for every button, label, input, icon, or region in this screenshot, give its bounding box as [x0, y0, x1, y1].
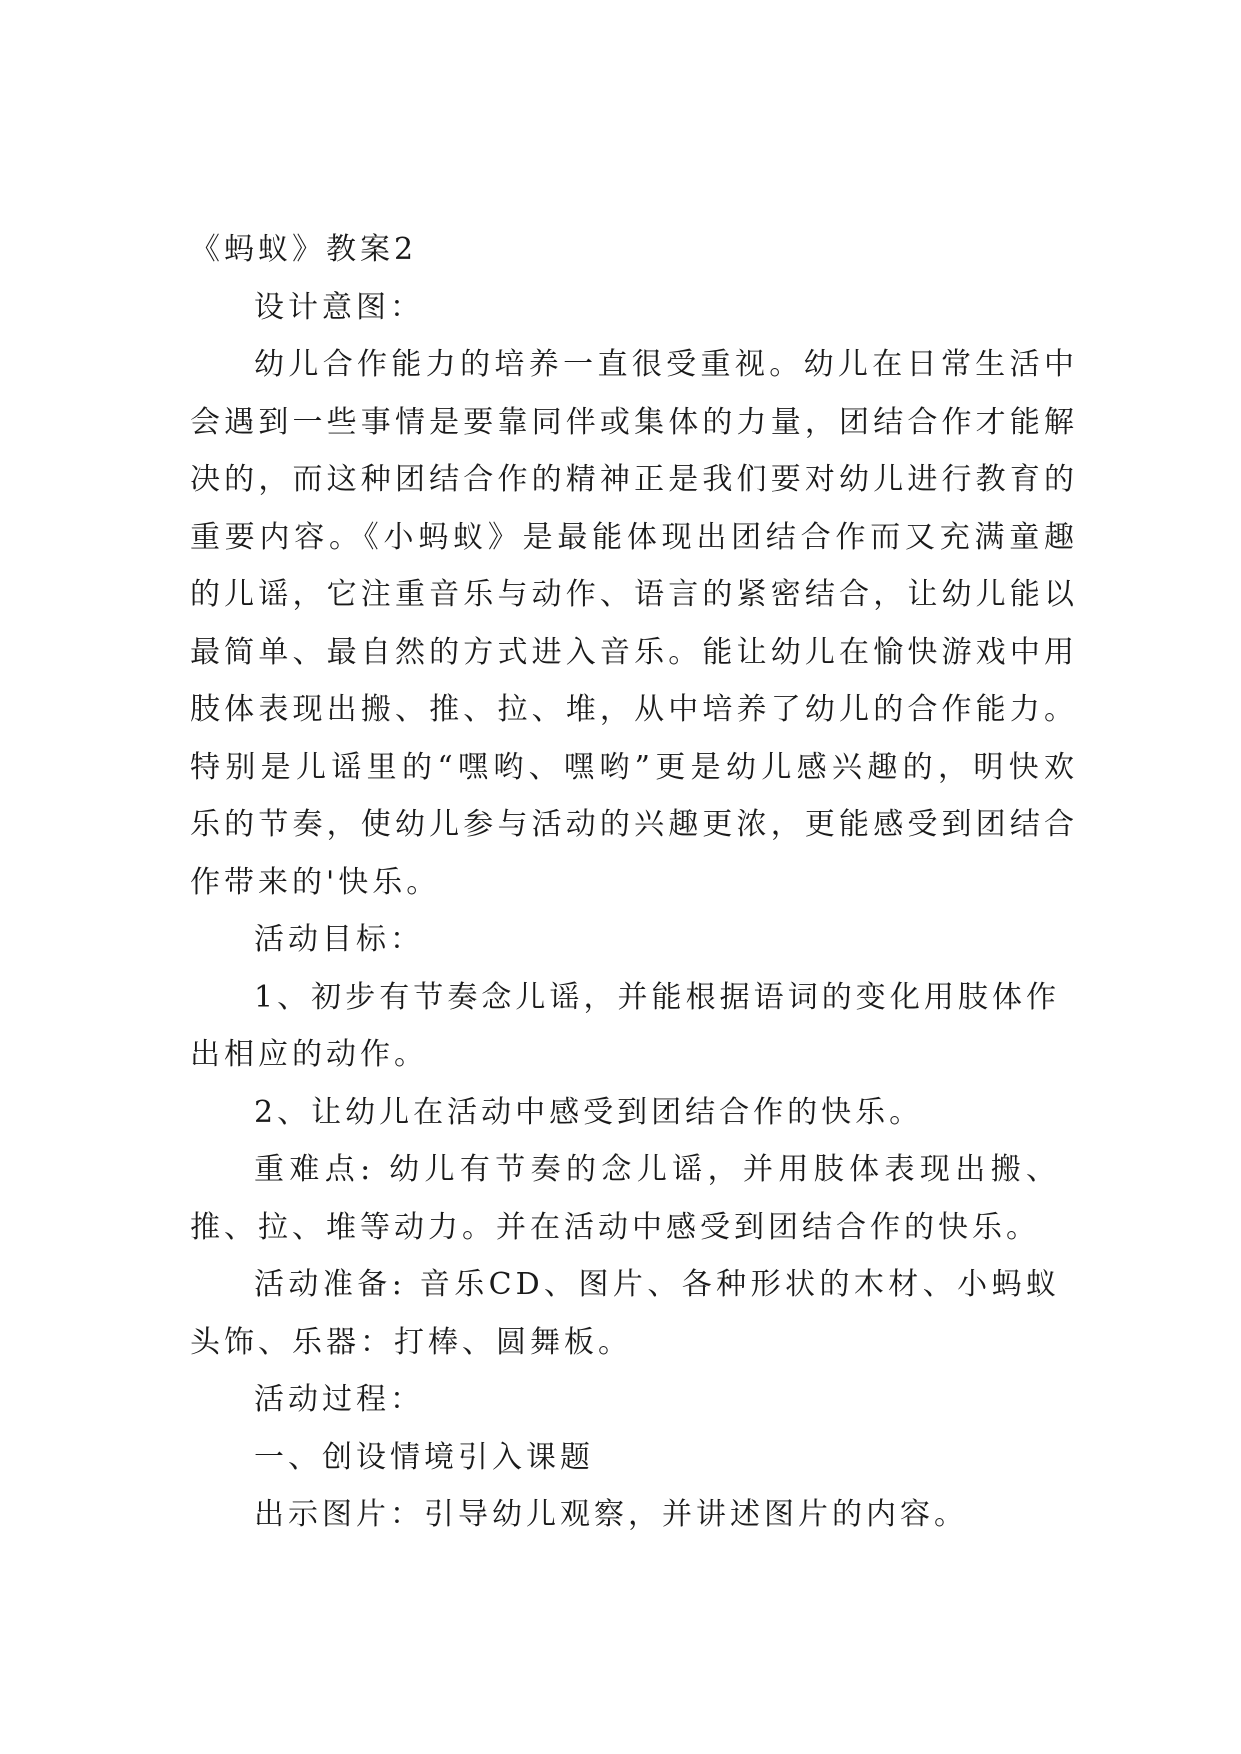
document-body — [190, 221, 1078, 1544]
process-step-1-heading: 一、创设情境引入课题 — [254, 1439, 594, 1475]
goal-item-2: 2、让幼儿在活动中感受到团结合作的快乐。 — [254, 1094, 924, 1130]
goal-item-1: 1、初步有节奏念儿谣，并能根据语词的变化用肢体作出相应的动作。 — [190, 979, 1060, 1072]
document-title: 《蚂蚁》教案2 — [190, 232, 418, 267]
process-step-1-detail: 出示图片：引导幼儿观察，并讲述图片的内容。 — [254, 1497, 968, 1532]
section-heading-activity-process: 活动过程： — [254, 1382, 424, 1417]
key-difficulties-paragraph: 重难点: 幼儿有节奏的念儿谣，并用肢体表现出搬、推、拉、堆等动力。并在活动中感受到团结合作的快乐。 — [190, 1152, 1060, 1245]
design-intent-paragraph: 幼儿合作能力的培养一直很受重视。幼儿在日常生活中会遇到一些事情是要靠同伴或集体的力量，团结合作才能解决的，而这种团结合作的精神正是我们要对幼儿进行教育的重要内容。《小蚂蚁》是最能体现出团结合作而又充满童趣的儿谣，它注重音乐与动作、语言的紧密结合，让幼儿能以最简单、最自然的方式进入音乐。能让幼儿在愉快游戏中用肢体表现出搬、推、拉、堆，从中培养了幼儿的合作能力。特别是儿谣里的“嘿哟、嘿哟”更是幼儿感兴趣的，明快欢乐的节奏，使幼儿参与活动的兴趣更浓，更能感受到团结合作带来的'快乐。 — [190, 347, 1078, 900]
activity-preparation-paragraph: 活动准备: 音乐CD、图片、各种形状的木材、小蚂蚁头饰、乐器：打棒、圆舞板。 — [190, 1267, 1060, 1360]
section-heading-activity-goals: 活动目标： — [254, 922, 424, 957]
section-heading-design-intent: 设计意图： — [254, 289, 424, 325]
